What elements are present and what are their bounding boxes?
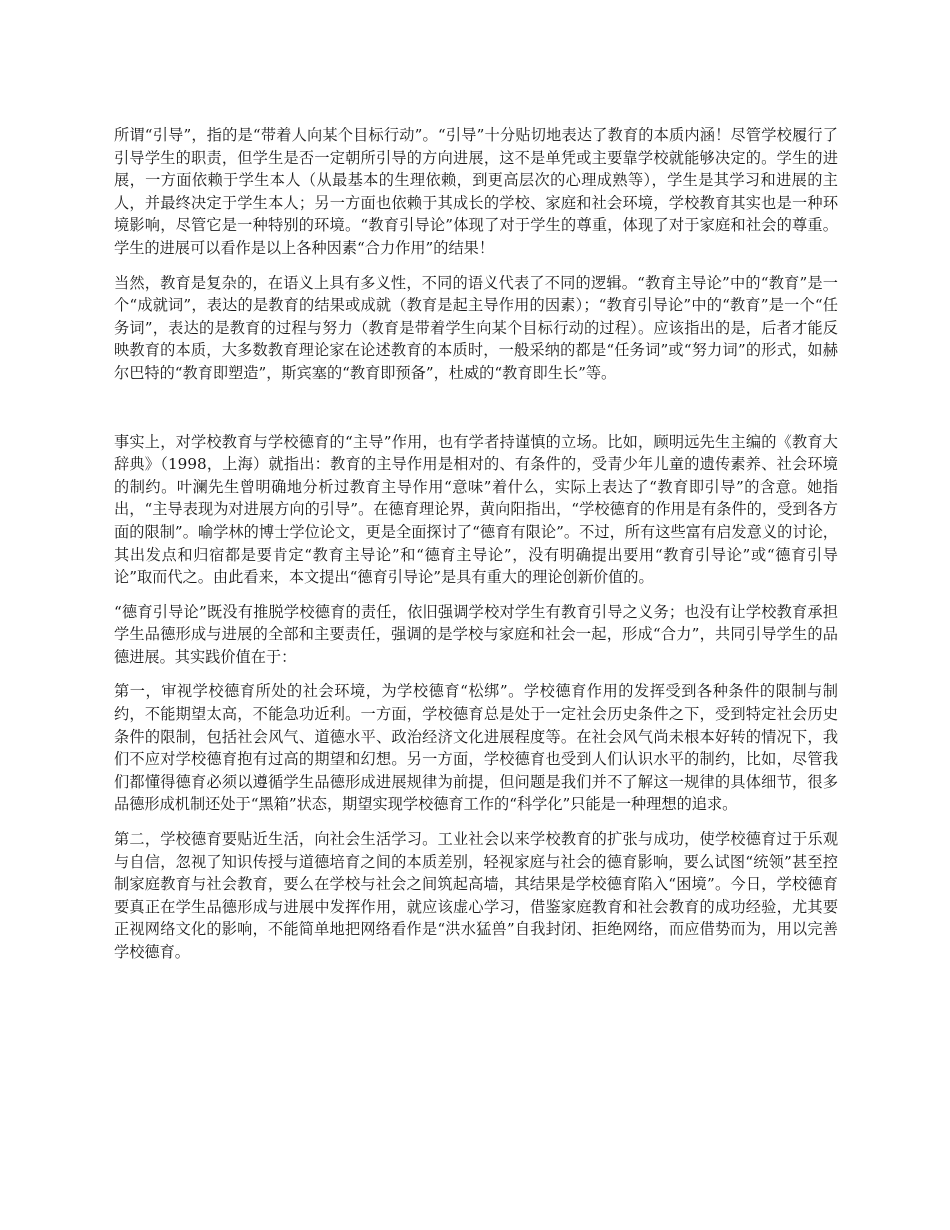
paragraph-practical-value: “德育引导论”既没有推脱学校德育的责任，依旧强调学校对学生有教育引导之义务；也没有让学校教育承担学生品德形成与进展的全部和主要责任，强调的是学校与家庭和社会一起，形成“合力”，共同引导学生的品德进展。其实践价值在于： xyxy=(114,602,838,666)
section-gap xyxy=(114,397,838,431)
paragraph-guidance-definition: 所谓“引导”，指的是“带着人向某个目标行动”。“引导”十分贴切地表达了教育的本质内涵！尽管学校履行了引导学生的职责，但学生是否一定朝所引导的方向进展，这不是单凭或主要靠学校就能够决定的。学生的进展，一方面依赖于学生本人（从最基本的生理依赖，到更高层次的心理成熟等），学生是其学习和进展的主人，并最终决定于学生本人；另一方面也依赖于其成长的学校、家庭和社会环境，学校教育其实也是一种环境影响，尽管它是一种特别的环境。“教育引导论”体现了对于学生的尊重，体现了对于家庭和社会的尊重。学生的进展可以看作是以上各种因素“合力作用”的结果！ xyxy=(114,126,838,257)
paragraph-point-one: 第一，审视学校德育所处的社会环境，为学校德育“松绑”。学校德育作用的发挥受到各种条件的限制与制约，不能期望太高，不能急功近利。一方面，学校德育总是处于一定社会历史条件之下，受到特定社会历史条件的限制，包括社会风气、道德水平、政治经济文化进展程度等。在社会风气尚未根本好转的情况下，我们不应对学校德育抱有过高的期望和幻想。另一方面，学校德育也受到人们认识水平的制约，比如，尽管我们都懂得德育必须以遵循学生品德形成进展规律为前提，但问题是我们并不了解这一规律的具体细节，很多品德形成机制还处于“黑箱”状态，期望实现学校德育工作的“科学化”只能是一种理想的追求。 xyxy=(114,682,838,814)
paragraph-education-semantics: 当然，教育是复杂的，在语义上具有多义性，不同的语义代表了不同的逻辑。“教育主导论”中的“教育”是一个“成就词”，表达的是教育的结果或成就（教育是起主导作用的因素）；“教育引导论”中的“教育”是一个“任务词”，表达的是教育的过程与努力（教育是带着学生向某个目标行动的过程）。应该指出的是，后者才能反映教育的本质，大多数教育理论家在论述教育的本质时，一般采纳的都是“任务词”或“努力词”的形式，如赫尔巴特的“教育即塑造”，斯宾塞的“教育即预备”，杜威的“教育即生长”等。 xyxy=(114,273,838,382)
paragraph-point-two: 第二，学校德育要贴近生活，向社会生活学习。工业社会以来学校教育的扩张与成功，使学校德育过于乐观与自信，忽视了知识传授与道德培育之间的本质差别，轻视家庭与社会的德育影响，要么试图“统领”甚至控制家庭教育与社会教育，要么在学校与社会之间筑起高墙，其结果是学校德育陷入“困境”。今日，学校德育要真正在学生品德形成与进展中发挥作用，就应该虚心学习，借鉴家庭教育和社会教育的成功经验，尤其要正视网络文化的影响，不能简单地把网络看作是“洪水猛兽”自我封闭、拒绝网络，而应借势而为，用以完善学校德育。 xyxy=(114,830,838,961)
paragraph-scholar-positions: 事实上，对学校教育与学校德育的“主导”作用，也有学者持谨慎的立场。比如，顾明远先生主编的《教育大辞典》（1998，上海）就指出：教育的主导作用是相对的、有条件的，受青少年儿童的遗传素养、社会环境的制约。叶澜先生曾明确地分析过教育主导作用“意味”着什么，实际上表达了“教育即引导”的含意。她指出，“主导表现为对进展方向的引导”。在德育理论界，黄向阳指出，“学校德育的作用是有条件的，受到各方面的限制”。喻学林的博士学位论文，更是全面探讨了“德育有限论”。不过，所有这些富有启发意义的讨论，其出发点和归宿都是要肯定“教育主导论”和“德育主导论”，没有明确提出要用“教育引导论”或“德育引导论”取而代之。由此看来，本文提出“德育引导论”是具有重大的理论创新价值的。 xyxy=(114,432,838,587)
document-body xyxy=(114,124,838,976)
